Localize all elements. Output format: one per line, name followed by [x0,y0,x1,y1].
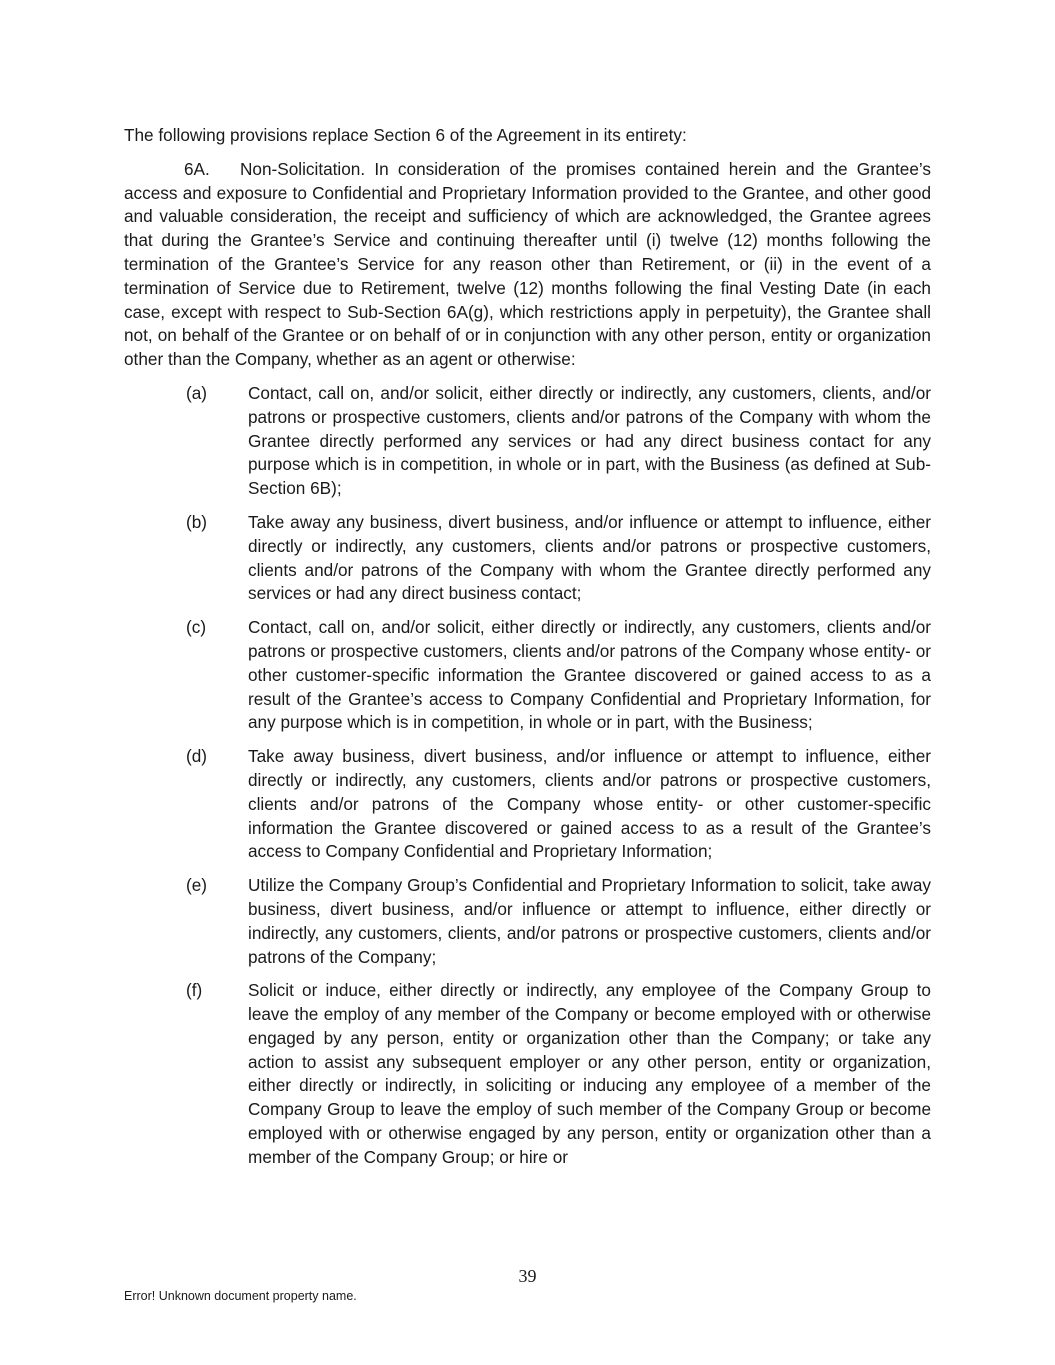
item-text: Utilize the Company Group’s Confidential and Proprietary Information to solicit, take away business, divert business, and/or influence or attempt to influence, either directly or indirectly, any customers, clients, and/or patrons or prospective customers, clients and/or patrons of the Company; [248,875,931,967]
item-text: Take away any business, divert business, and/or influence or attempt to influence, either directly or indirectly, any customers, clients and/or patrons or prospective customers, clients and/or patrons of the Company with whom the Grantee directly performed any services or had any direct business contact; [248,511,931,604]
item-label: (f) [186,980,203,1001]
section-6a-paragraph [124,158,931,372]
list-item [124,382,931,501]
item-label: (b) [186,511,208,532]
item-text: Contact, call on, and/or solicit, either directly or indirectly, any customers, clients and/or patrons or prospective customers, clients and/or patrons of the Company whose entity- or other customer-specific information the Grantee discovered or gained access to as a result of the Grantee’s access to Company Confidential and Proprietary Information, for any purpose which is in competition, in whole or in part, with the Business; [248,617,931,733]
list-item [124,511,931,606]
item-label: (d) [186,746,208,767]
item-label: (e) [186,875,208,896]
footer-note: Error! Unknown document property name. [124,1289,357,1303]
section-text: Non-Solicitation. In consideration of the promises contained herein and the Grantee’s access and exposure to Confidential and Proprietary Information provided to the Grantee, and other good and valuable consideration, the receipt and sufficiency of which are acknowledged, the Grantee agrees that during the Grantee’s Service and continuing thereafter until (i) twelve (12) months following the termination of the Grantee’s Service for any reason other than Retirement, or (ii) in the event of a termination of Service due to Retirement, twelve (12) months following the final Vesting Date (in each case, except with respect to Sub-Section 6A(g), which restrictions apply in perpetuity), the Grantee shall not, on behalf of the Grantee or on behalf of or in conjunction with any other person, entity or organization other than the Company, whether as an agent or otherwise: [124,158,931,370]
page-number: 39 [518,1266,537,1286]
document-body [124,124,931,1180]
item-text: Solicit or induce, either directly or indirectly, any employee of the Company Group to leave the employ of any member of the Company or become employed with or otherwise engaged by any person, entity or organization other than the Company; or take any action to assist any subsequent employer or any other person, entity or organization, either directly or indirectly, in soliciting or inducing any employee of a member of the Company Group to leave the employ of such member of the Company Group or become employed with or otherwise engaged by any person, entity or organization other than a member of the Company Group; or hire or [248,980,931,1167]
intro-line: The following provisions replace Section 6 of the Agreement in its entirety: [124,125,687,145]
list-item [124,874,931,969]
item-label: (a) [186,382,208,403]
list-item [124,979,931,1169]
list-item [124,745,931,864]
section-number: 6A. [184,158,210,179]
item-text: Contact, call on, and/or solicit, either directly or indirectly, any customers, clients, and/or patrons or prospective customers, clients and/or patrons of the Company with whom the Grantee directly performed any services or had any direct business contact for any purpose which is in competition, in whole or in part, with the Business (as defined at Sub-Section 6B); [248,382,931,499]
item-label: (c) [186,617,207,638]
list-item [124,616,931,735]
item-text: Take away business, divert business, and/or influence or attempt to influence, either directly or indirectly, any customers, clients and/or patrons or prospective customers, clients and/or patrons of the Company whose entity- or other customer-specific information the Grantee discovered or gained access to as a result of the Grantee’s access to Company Confidential and Proprietary Information; [248,746,931,862]
restriction-list [124,382,931,1170]
